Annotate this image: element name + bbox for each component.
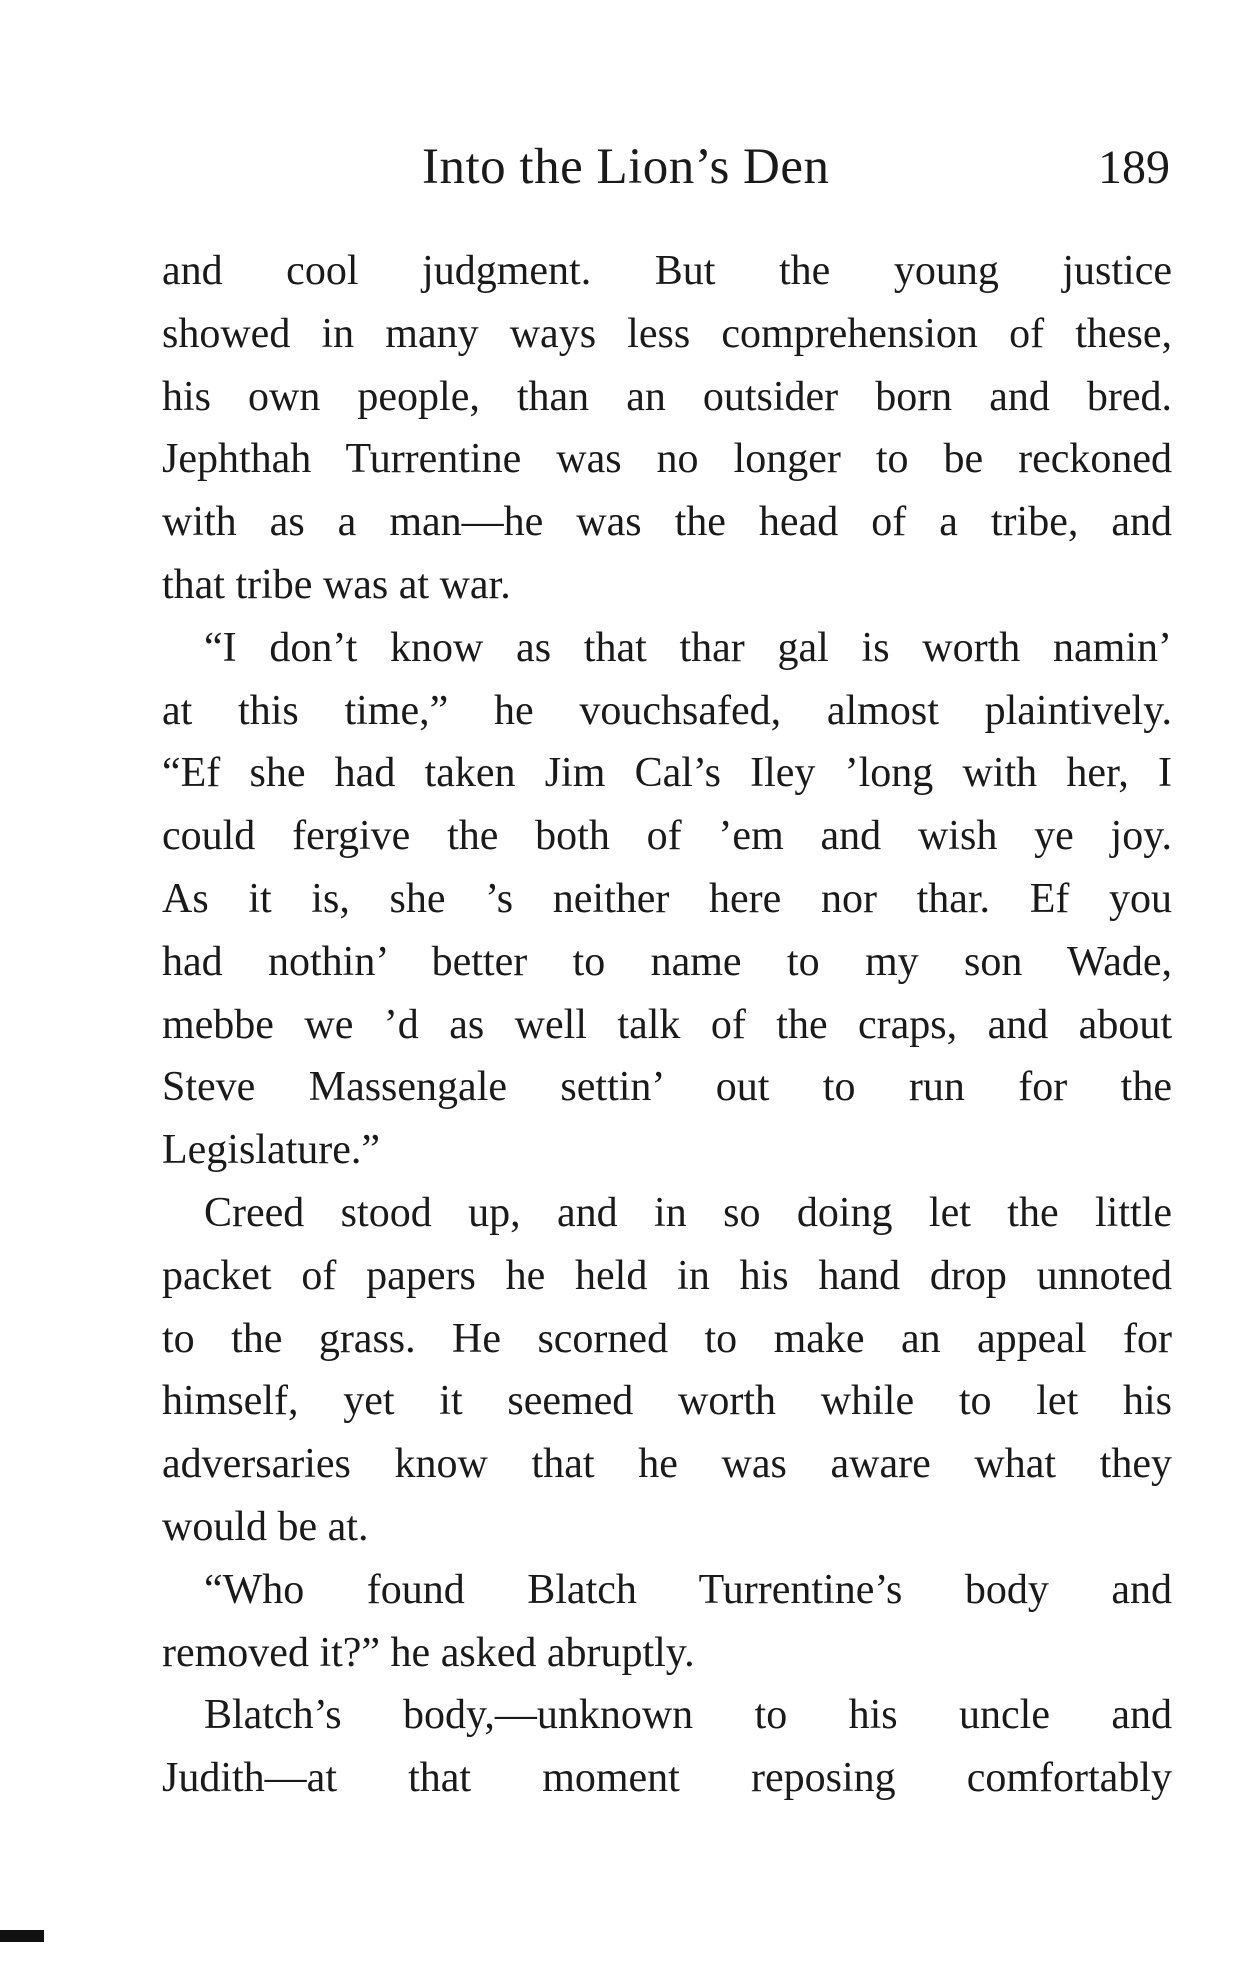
text-line: Blatch’s body,—unknown to his uncle and <box>204 1692 1172 1739</box>
text-line: and cool judgment. But the young justice <box>162 248 1172 294</box>
text-line: Judith—at that moment reposing comfortably <box>162 1755 1172 1802</box>
text-line: As it is, she ’s neither here nor thar. Ef you <box>162 875 1172 922</box>
text-line: packet of papers he held in his hand drop unnoted <box>162 1252 1172 1299</box>
text-line: “Ef she had taken Jim Cal’s Iley ’long with her, I <box>162 750 1172 797</box>
scan-edge-mark <box>0 1930 44 1942</box>
text-line: Jephthah Turrentine was no longer to be reckoned <box>162 436 1172 483</box>
text-line: had nothin’ better to name to my son Wade, <box>162 938 1172 985</box>
text-line: Creed stood up, and in so doing let the little <box>204 1189 1172 1236</box>
running-head <box>160 138 1170 208</box>
page-number: 189 <box>1098 141 1170 194</box>
text-line: mebbe we ’d as well talk of the craps, and about <box>162 1001 1172 1048</box>
text-line: with as a man—he was the head of a tribe, and <box>162 499 1172 546</box>
text-line: himself, yet it seemed worth while to let his <box>162 1378 1172 1425</box>
text-line: his own people, than an outsider born and bred. <box>162 373 1172 420</box>
text-line: Steve Massengale settin’ out to run for the <box>162 1064 1172 1111</box>
text-line: that tribe was at war. <box>162 561 511 608</box>
text-line: removed it?” he asked abruptly. <box>162 1629 695 1676</box>
text-line: showed in many ways less comprehension of these, <box>162 310 1172 357</box>
text-line: to the grass. He scorned to make an appeal for <box>162 1315 1172 1362</box>
text-line: “Who found Blatch Turrentine’s body and <box>204 1566 1172 1613</box>
text-line: “I don’t know as that thar gal is worth namin’ <box>204 624 1172 671</box>
text-line: would be at. <box>162 1503 369 1550</box>
text-line: Legislature.” <box>162 1127 381 1174</box>
text-line: adversaries know that he was aware what they <box>162 1441 1172 1488</box>
text-line: at this time,” he vouchsafed, almost plaintively. <box>162 687 1172 734</box>
body-text <box>162 240 1172 1810</box>
text-line: could fergive the both of ’em and wish ye joy. <box>162 813 1172 860</box>
running-title: Into the Lion’s Den <box>422 139 830 195</box>
